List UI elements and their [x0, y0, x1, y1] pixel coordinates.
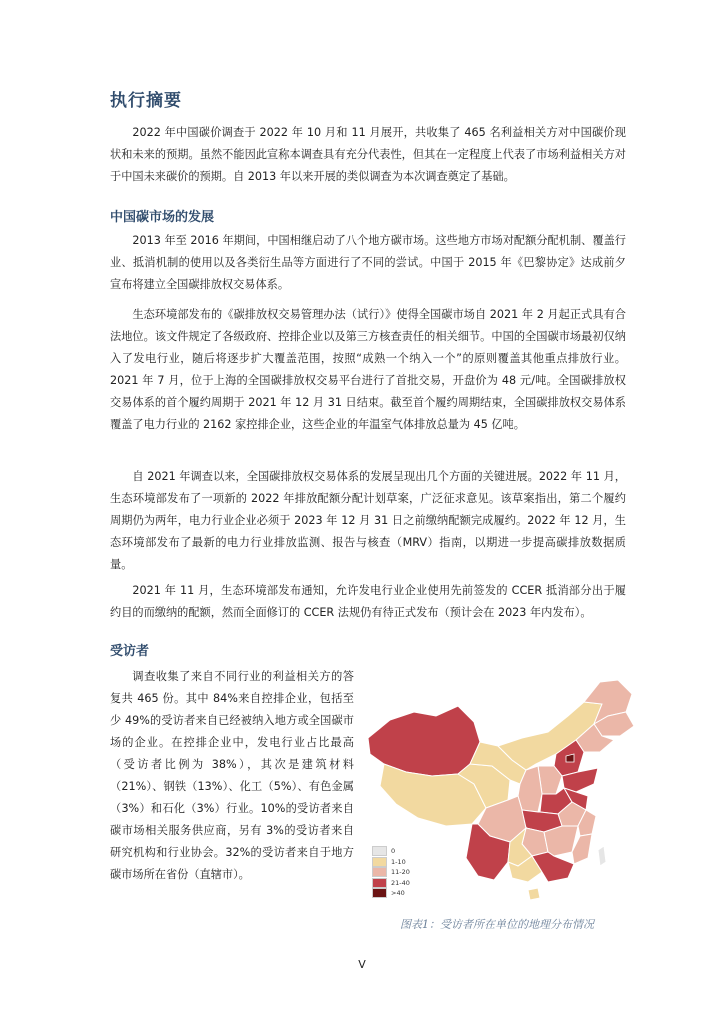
- region-guangdong: [532, 852, 574, 882]
- map-legend: [372, 846, 410, 899]
- market-paragraph-4: 2021 年 11 月，生态环境部发布通知，允许发电行业企业使用先前签发的 CCER 抵消部分出于履约目的而缴纳的配额，然而全面修订的 CCER 法规仍有待正式发布（预计会在 2023 年内发布）。: [110, 584, 626, 619]
- figure-caption: 图表1：受访者所在单位的地理分布情况: [400, 918, 594, 931]
- market-heading: 中国碳市场的发展: [110, 210, 215, 225]
- legend-label: 0: [391, 847, 396, 856]
- legend-label: >40: [391, 889, 405, 898]
- legend-item: [372, 888, 410, 899]
- market-paragraph-1: 2013 年至 2016 年期间，中国相继启动了八个地方碳市场。这些地方市场对配额分配机制、覆盖行业、抵消机制的使用以及各类衍生品等方面进行了不同的尝试。中国于 2015 年《巴黎协定》达成前夕宣布将建立全国碳排放权交易体系。: [110, 234, 626, 291]
- page-number: V: [358, 958, 366, 971]
- market-paragraph-2: 生态环境部发布的《碳排放权交易管理办法（试行）》使得全国碳市场自 2021 年 2 月起正式具有合法地位。该文件规定了各级政府、控排企业以及第三方核查责任的相关细节。中国的全国碳市场最初仅纳入了发电行业，随后将逐步扩大覆盖范围，按照“成熟一个纳入一个”的原则覆盖其他重点排放行业。2021 年 7 月，位于上海的全国碳排放权交易平台进行了首批交易，开盘价为 48 元/吨。全国碳排放权交易体系的首个履约周期于 2021 年 12 月 31 日结束。截至首个履约周期结束，全国碳排放权交易体系覆盖了电力行业的 2162 家控排企业，这些企业的年温室气体排放总量为 45 亿吨。: [110, 308, 626, 431]
- legend-item: [372, 867, 410, 878]
- market-paragraph-3: 自 2021 年调查以来，全国碳排放权交易体系的发展呈现出几个方面的关键进展。2022 年 11 月，生态环境部发布了一项新的 2022 年排放配额分配计划草案，广泛征求意见。该草案指出，第二个履约周期仍为两年，电力行业企业必须于 2023 年 12 月 31 日之前缴纳配额完成履约。2022 年 12 月，生态环境部发布了最新的电力行业排放监测、报告与核查（MRV）指南，以期进一步提高碳排放数据质量。: [110, 470, 626, 571]
- legend-swatch: [372, 846, 387, 856]
- legend-swatch: [372, 878, 387, 888]
- legend-label: 21-40: [391, 878, 410, 887]
- intro-paragraph: 2022 年中国碳价调查于 2022 年 10 月和 11 月展开，共收集了 465 名利益相关方对中国碳价现状和未来的预期。虽然不能因此宣称本调查具有充分代表性，但其在一定程度上代表了市场利益相关方对于中国未来碳价的预期。自 2013 年以来开展的类似调查为本次调查奠定了基础。: [110, 126, 626, 183]
- legend-item: [372, 846, 410, 857]
- legend-label: 11-20: [391, 868, 410, 877]
- legend-swatch: [372, 888, 387, 898]
- respondents-paragraph: 调查收集了来自不同行业的利益相关方的答复共 465 份。其中 84%来自控排企业，包括至少 49%的受访者来自已经被纳入地方或全国碳市场的企业。在控排企业中，发电行业占比最高（受访者比例为 38%），其次是建筑材料（21%）、钢铁（13%）、化工（5%）、有色金属（3%）和石化（3%）行业。10%的受访者来自碳市场相关服务供应商，另有 3%的受访者来自研究机构和行业协会。32%的受访者来自于地方碳市场所在省份（直辖市）。: [110, 670, 354, 881]
- legend-swatch: [372, 857, 387, 867]
- region-taiwan: [598, 846, 606, 866]
- legend-item: [372, 878, 410, 889]
- legend-item: [372, 857, 410, 868]
- region-hainan: [528, 888, 540, 900]
- legend-swatch: [372, 867, 387, 877]
- legend-label: 1-10: [391, 857, 406, 866]
- section-title: 执行摘要: [110, 91, 182, 111]
- respondents-heading: 受访者: [110, 644, 150, 659]
